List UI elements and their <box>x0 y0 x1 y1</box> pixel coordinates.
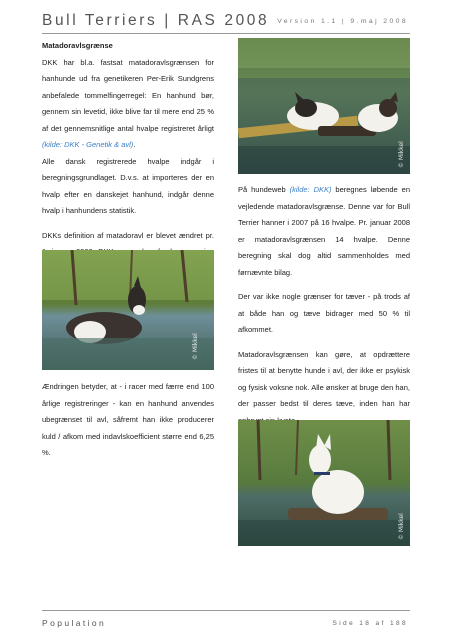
photo-two-dogs-with-log <box>238 38 410 174</box>
paragraph: På hundeweb (kilde: DKK) beregnes løbende en vejledende matadoravlsgrænse. Denne var for Bull Terrier hanner i 2007 på 16 hvalpe. Pr. januar 2008 er matadoravlsgrænsen 14 hvalpe. Denne beregning skal dog altid sammenholdes med førnævnte bilag. <box>238 185 410 277</box>
document-title: Bull Terriers | RAS 2008 <box>42 12 270 29</box>
paragraph: Der var ikke nogle grænser for tæver - på trods af at både han og tæve bidrager med 50 % til afkommet. <box>238 292 410 334</box>
paragraph: DKK har bl.a. fastsat matadoravlsgrænsen for hanhunde ud fra genetikeren Per-Erik Sundgrens anbefalede tommelfingerregel: En hanhund bør, gennem sin levetid, ikke blive far til mere end 25 % af det gennemsnitlige antal hvalpe registreret årligt (kilde: DKK - Genetik & avl). Alle dansk registrerede hvalpe indgår i beregningsgrundlaget. D.v.s. at importeres der en hvalp efter en danskejet hanhund, indgår denne hvalp i hanhundens statistik. <box>42 57 214 215</box>
photo-watermark: © Mikkel <box>398 513 405 540</box>
paragraph: Matadoravlsgrænsen kan gøre, at opdrættere fristes til at benytte hunde i avl, der ikke er psykisk og fysisk voksne nok. Alle ønsker at bruge den han, der passer bedst til deres tæve, inden han har <box>238 349 410 408</box>
photo-watermark: © Mikkel <box>192 333 199 360</box>
left-column-bottom <box>42 379 214 470</box>
paragraph: DKKs definition af matadoravl er blevet ændret pr. <box>42 228 214 311</box>
page-number: Side 18 af 188 <box>332 620 408 627</box>
source-reference: (kilde: DKK - Genetik & avl) <box>42 140 134 149</box>
footer-section-label: Population <box>42 618 107 628</box>
photo-dog-in-water <box>42 250 214 370</box>
version-label: Version 1.1 | 9.maj 2008 <box>277 18 408 25</box>
photo-dog-on-log <box>238 420 410 546</box>
source-reference: (kilde: DKK) <box>289 185 332 194</box>
paragraph: Ændringen betyder, at - i racer med færre end 100 årlige registreringer - kan en hanhund anvendes ubegrænset til avl, såfremt han ikke producerer kuld / afkom med indavlskoefficient større end 6,25 %. <box>42 382 214 457</box>
footer-rule <box>42 610 410 611</box>
photo-watermark: © Mikkel <box>398 141 405 168</box>
section-heading: Matadoravlsgrænse <box>42 41 113 50</box>
header-rule <box>42 33 410 34</box>
